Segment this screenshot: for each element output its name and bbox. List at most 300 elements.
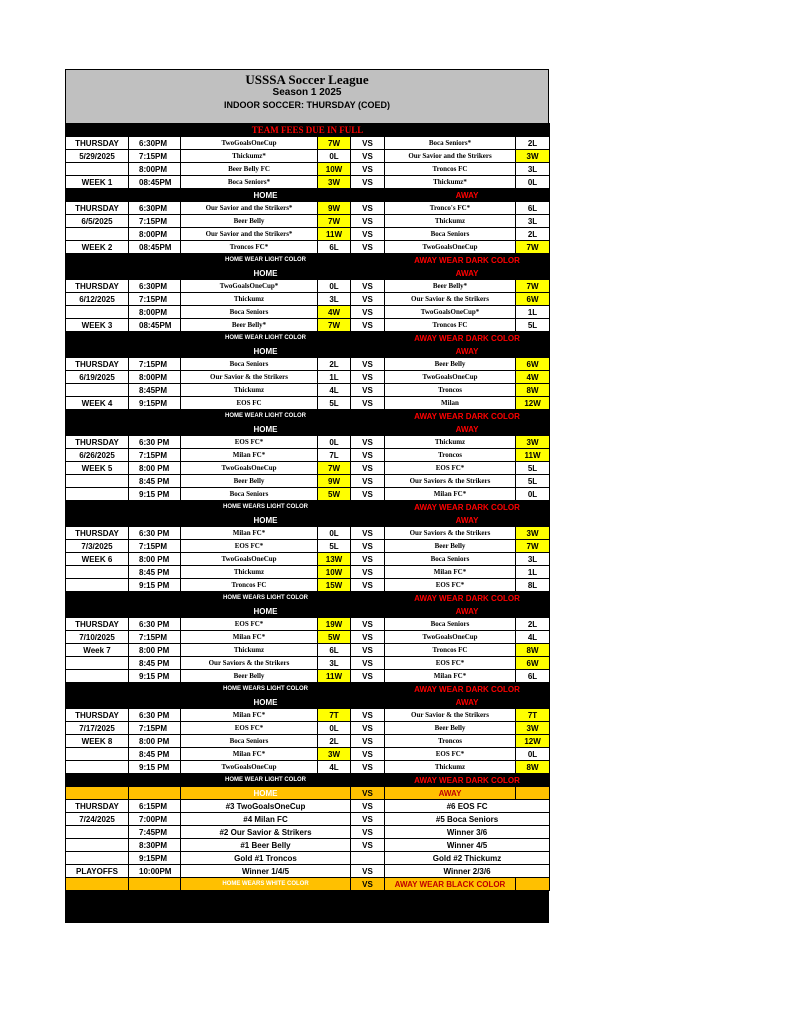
day-label: 5/29/2025 (66, 150, 129, 163)
home-score: 15W (318, 579, 351, 592)
home-color-rule: HOME WEARS LIGHT COLOR (181, 501, 351, 514)
home-away-row (66, 514, 550, 527)
game-row (66, 293, 550, 306)
playoff-row (66, 813, 550, 826)
away-team: EOS FC* (385, 579, 516, 592)
game-row (66, 371, 550, 384)
away-score: 11W (516, 449, 550, 462)
game-row (66, 618, 550, 631)
home-score: 0L (318, 150, 351, 163)
home-heading: HOME (181, 514, 351, 527)
home-score: 5W (318, 488, 351, 501)
away-team: #6 EOS FC (385, 800, 550, 813)
home-score: 13W (318, 553, 351, 566)
game-time: 8:00PM (129, 163, 181, 176)
away-team: Thickumz* (385, 176, 516, 189)
spacer-cell (351, 514, 385, 527)
home-color-rule: HOME WEAR LIGHT COLOR (181, 332, 351, 345)
game-time: 08:45PM (129, 241, 181, 254)
away-team: Milan FC* (385, 566, 516, 579)
game-row (66, 644, 550, 657)
home-team: Boca Seniors (181, 306, 318, 319)
home-team: Thickumz (181, 384, 318, 397)
game-row (66, 241, 550, 254)
away-team: EOS FC* (385, 462, 516, 475)
vs-label: VS (351, 384, 385, 397)
vs-label: VS (351, 436, 385, 449)
spacer-cell (351, 501, 385, 514)
vs-label: VS (351, 657, 385, 670)
day-label: THURSDAY (66, 436, 129, 449)
spacer-cell (66, 501, 181, 514)
vs-label: VS (351, 150, 385, 163)
day-label (66, 761, 129, 774)
home-score: 4L (318, 761, 351, 774)
away-score: 5L (516, 475, 550, 488)
spacer-cell (66, 345, 181, 358)
away-team: Beer Belly (385, 540, 516, 553)
away-score: 12W (516, 735, 550, 748)
game-row (66, 670, 550, 683)
day-label (66, 670, 129, 683)
game-row (66, 475, 550, 488)
color-rule-row (66, 683, 550, 696)
away-team: Beer Belly (385, 722, 516, 735)
away-team: Boca Seniors (385, 618, 516, 631)
vs-label: VS (351, 735, 385, 748)
spacer-cell (66, 189, 181, 202)
game-time: 8:45 PM (129, 748, 181, 761)
home-team: Thickumz (181, 293, 318, 306)
sheet-header (65, 69, 549, 123)
home-team: Milan FC* (181, 631, 318, 644)
away-score: 3L (516, 553, 550, 566)
game-time: 8:30PM (129, 839, 181, 852)
day-label: WEEK 1 (66, 176, 129, 189)
day-label: 6/26/2025 (66, 449, 129, 462)
home-team: Boca Seniors (181, 358, 318, 371)
game-time: 8:00 PM (129, 462, 181, 475)
vs-label: VS (351, 709, 385, 722)
vs-label: VS (351, 306, 385, 319)
home-heading: HOME (181, 423, 351, 436)
away-team: Beer Belly* (385, 280, 516, 293)
vs-label: VS (351, 176, 385, 189)
game-time: 8:00PM (129, 371, 181, 384)
home-team: Boca Seniors (181, 488, 318, 501)
home-score: 2L (318, 735, 351, 748)
away-score: 0L (516, 748, 550, 761)
home-team: Winner 1/4/5 (181, 865, 351, 878)
playoff-row (66, 839, 550, 852)
spacer-cell (66, 774, 181, 787)
home-heading: HOME (181, 605, 351, 618)
spacer-cell (66, 696, 181, 709)
game-time: 6:15PM (129, 800, 181, 813)
away-team: Troncos FC (385, 644, 516, 657)
home-score: 10W (318, 566, 351, 579)
game-row (66, 449, 550, 462)
day-label (66, 306, 129, 319)
home-color-rule: HOME WEAR LIGHT COLOR (181, 254, 351, 267)
away-score: 6W (516, 293, 550, 306)
away-heading: AWAY (385, 605, 550, 618)
vs-label: VS (351, 566, 385, 579)
vs-label: VS (351, 488, 385, 501)
playoff-row (66, 800, 550, 813)
game-time: 6:30PM (129, 280, 181, 293)
home-team: EOS FC (181, 397, 318, 410)
game-time: 6:30 PM (129, 436, 181, 449)
game-time: 8:45PM (129, 384, 181, 397)
home-team: Thickumz (181, 566, 318, 579)
vs-label: VS (351, 800, 385, 813)
home-team: Beer Belly (181, 475, 318, 488)
game-row (66, 202, 550, 215)
day-label: WEEK 2 (66, 241, 129, 254)
vs-label: VS (351, 644, 385, 657)
vs-label: VS (351, 839, 385, 852)
day-label: THURSDAY (66, 618, 129, 631)
away-score: 8W (516, 384, 550, 397)
game-row (66, 540, 550, 553)
away-team: Our Savior & the Strikers (385, 709, 516, 722)
spacer-cell (129, 878, 181, 891)
game-row (66, 358, 550, 371)
league-subtitle: INDOOR SOCCER: THURSDAY (COED) (223, 100, 390, 110)
fees-banner-row (66, 124, 550, 137)
home-score: 3L (318, 293, 351, 306)
schedule-sheet (65, 69, 549, 923)
spacer-cell (66, 878, 129, 891)
home-score: 11W (318, 670, 351, 683)
away-score: 7T (516, 709, 550, 722)
home-score: 7L (318, 449, 351, 462)
vs-label: VS (351, 462, 385, 475)
away-color-rule: AWAY WEAR DARK COLOR (385, 592, 550, 605)
home-score: 11W (318, 228, 351, 241)
away-score: 3L (516, 215, 550, 228)
day-label (66, 852, 129, 865)
spacer-cell (351, 332, 385, 345)
away-score: 2L (516, 618, 550, 631)
spacer-cell (129, 787, 181, 800)
game-row (66, 735, 550, 748)
game-time: 08:45PM (129, 319, 181, 332)
game-time: 9:15PM (129, 397, 181, 410)
away-team: Milan (385, 397, 516, 410)
away-heading: AWAY (385, 514, 550, 527)
home-team: Our Savior and the Strikers* (181, 202, 318, 215)
game-time: 8:00PM (129, 228, 181, 241)
game-time: 7:15PM (129, 293, 181, 306)
game-row (66, 579, 550, 592)
vs-label: VS (351, 137, 385, 150)
game-row (66, 137, 550, 150)
away-team: Winner 2/3/6 (385, 865, 550, 878)
season-label: Season 1 2025 (272, 87, 342, 98)
home-score: 0L (318, 436, 351, 449)
away-score: 8L (516, 579, 550, 592)
home-score: 4W (318, 306, 351, 319)
away-score: 3W (516, 527, 550, 540)
day-label: WEEK 5 (66, 462, 129, 475)
league-title: USSSA Soccer League (245, 72, 369, 87)
spacer-cell (66, 332, 181, 345)
away-team: TwoGoalsOneCup (385, 241, 516, 254)
vs-label: VS (351, 761, 385, 774)
game-row (66, 553, 550, 566)
color-rule-row (66, 410, 550, 423)
away-team: EOS FC* (385, 748, 516, 761)
away-heading: AWAY (385, 189, 550, 202)
vs-label: VS (351, 540, 385, 553)
away-team: Boca Seniors (385, 228, 516, 241)
away-score: 3W (516, 436, 550, 449)
game-row (66, 163, 550, 176)
home-team: Our Saviors & the Strikers (181, 657, 318, 670)
away-team: Thickumz (385, 436, 516, 449)
day-label (66, 488, 129, 501)
color-rule-row (66, 501, 550, 514)
away-score: 0L (516, 176, 550, 189)
day-label (66, 163, 129, 176)
home-team: TwoGoalsOneCup (181, 462, 318, 475)
game-row (66, 228, 550, 241)
vs-label: VS (351, 280, 385, 293)
away-team: Winner 4/5 (385, 839, 550, 852)
playoff-row (66, 865, 550, 878)
day-label: THURSDAY (66, 202, 129, 215)
game-row (66, 631, 550, 644)
away-heading: AWAY (385, 345, 550, 358)
game-time: 8:00PM (129, 306, 181, 319)
day-label: 6/5/2025 (66, 215, 129, 228)
away-team: EOS FC* (385, 657, 516, 670)
game-row (66, 436, 550, 449)
spacer-cell (66, 592, 181, 605)
vs-label: VS (351, 228, 385, 241)
home-score: 7W (318, 319, 351, 332)
day-label (66, 228, 129, 241)
away-score: 5L (516, 462, 550, 475)
day-label (66, 475, 129, 488)
home-score: 0L (318, 280, 351, 293)
vs-label: VS (351, 293, 385, 306)
game-time: 9:15 PM (129, 670, 181, 683)
game-time: 7:15PM (129, 215, 181, 228)
vs-label: VS (351, 787, 385, 800)
vs-label: VS (351, 527, 385, 540)
away-score: 3L (516, 163, 550, 176)
day-label: 7/3/2025 (66, 540, 129, 553)
color-rule-row (66, 592, 550, 605)
home-team: Boca Seniors* (181, 176, 318, 189)
home-team: Troncos FC (181, 579, 318, 592)
home-score: 4L (318, 384, 351, 397)
game-time: 9:15 PM (129, 761, 181, 774)
vs-label: VS (351, 319, 385, 332)
game-time: 7:00PM (129, 813, 181, 826)
game-time: 7:45PM (129, 826, 181, 839)
home-team: TwoGoalsOneCup (181, 553, 318, 566)
home-team: EOS FC* (181, 618, 318, 631)
vs-label: VS (351, 722, 385, 735)
away-score: 1L (516, 306, 550, 319)
vs-label: VS (351, 553, 385, 566)
home-score: 1L (318, 371, 351, 384)
spacer-cell (351, 605, 385, 618)
home-score: 9W (318, 475, 351, 488)
game-time: 08:45PM (129, 176, 181, 189)
spacer-cell (66, 787, 129, 800)
game-row (66, 488, 550, 501)
day-label: 7/17/2025 (66, 722, 129, 735)
spacer-cell (516, 878, 550, 891)
game-row (66, 280, 550, 293)
color-rule-row (66, 774, 550, 787)
spacer-cell (66, 410, 181, 423)
vs-label: VS (351, 449, 385, 462)
home-score: 6L (318, 241, 351, 254)
schedule-table (65, 123, 550, 891)
home-team: Troncos FC* (181, 241, 318, 254)
away-color-rule: AWAY WEAR DARK COLOR (385, 501, 550, 514)
game-time: 7:15PM (129, 449, 181, 462)
home-color-rule: HOME WEAR LIGHT COLOR (181, 774, 351, 787)
spacer-cell (66, 267, 181, 280)
away-team: Troncos (385, 735, 516, 748)
day-label: THURSDAY (66, 137, 129, 150)
vs-label: VS (351, 358, 385, 371)
home-score: 7W (318, 137, 351, 150)
away-team: Our Saviors & the Strikers (385, 475, 516, 488)
home-team: Our Savior and the Strikers* (181, 228, 318, 241)
away-team: TwoGoalsOneCup* (385, 306, 516, 319)
vs-label: VS (351, 631, 385, 644)
game-row (66, 722, 550, 735)
day-label (66, 566, 129, 579)
away-score: 6W (516, 358, 550, 371)
game-time: 9:15 PM (129, 488, 181, 501)
game-row (66, 462, 550, 475)
home-color-rule: HOME WEAR LIGHT COLOR (181, 410, 351, 423)
spacer-cell (66, 254, 181, 267)
home-team: EOS FC* (181, 540, 318, 553)
game-row (66, 748, 550, 761)
day-label: WEEK 4 (66, 397, 129, 410)
game-time: 7:15PM (129, 722, 181, 735)
home-color-rule: HOME WEARS WHITE COLOR (181, 878, 351, 891)
away-heading: AWAY (385, 696, 550, 709)
vs-label: VS (351, 865, 385, 878)
vs-label (351, 852, 385, 865)
day-label (66, 657, 129, 670)
vs-label: VS (351, 215, 385, 228)
home-team: #4 Milan FC (181, 813, 351, 826)
away-score: 0L (516, 488, 550, 501)
away-team: Troncos (385, 384, 516, 397)
game-time: 6:30PM (129, 137, 181, 150)
away-team: Thickumz (385, 215, 516, 228)
spacer-cell (351, 410, 385, 423)
spacer-cell (66, 605, 181, 618)
home-away-row (66, 345, 550, 358)
vs-label: VS (351, 475, 385, 488)
away-color-rule: AWAY WEAR BLACK COLOR (385, 878, 516, 891)
away-color-rule: AWAY WEAR DARK COLOR (385, 254, 550, 267)
away-team: Our Savior & the Strikers (385, 293, 516, 306)
away-team: Beer Belly (385, 358, 516, 371)
home-score: 2L (318, 358, 351, 371)
away-team: TwoGoalsOneCup (385, 631, 516, 644)
away-team: Thickumz (385, 761, 516, 774)
away-score: 7W (516, 280, 550, 293)
away-heading: AWAY (385, 423, 550, 436)
away-color-rule: AWAY WEAR DARK COLOR (385, 410, 550, 423)
game-time: 8:00 PM (129, 644, 181, 657)
home-away-row (66, 189, 550, 202)
away-team: Troncos FC (385, 319, 516, 332)
spacer-cell (351, 592, 385, 605)
game-time: 6:30 PM (129, 709, 181, 722)
home-score: 6L (318, 644, 351, 657)
away-score: 4W (516, 371, 550, 384)
away-score: 3W (516, 150, 550, 163)
home-score: 5L (318, 540, 351, 553)
vs-label: VS (351, 371, 385, 384)
game-time: 8:45 PM (129, 566, 181, 579)
game-row (66, 215, 550, 228)
away-score: 12W (516, 397, 550, 410)
vs-label: VS (351, 813, 385, 826)
home-score: 7W (318, 462, 351, 475)
day-label: THURSDAY (66, 800, 129, 813)
home-score: 5W (318, 631, 351, 644)
day-label: 6/12/2025 (66, 293, 129, 306)
game-time: 6:30 PM (129, 618, 181, 631)
vs-label: VS (351, 163, 385, 176)
home-away-row (66, 605, 550, 618)
home-score: 0L (318, 722, 351, 735)
spacer-cell (66, 683, 181, 696)
away-score: 6L (516, 670, 550, 683)
away-color-rule: AWAY WEAR DARK COLOR (385, 774, 550, 787)
game-row (66, 709, 550, 722)
game-row (66, 761, 550, 774)
away-team: Boca Seniors* (385, 137, 516, 150)
away-team: #5 Boca Seniors (385, 813, 550, 826)
game-row (66, 566, 550, 579)
away-heading: AWAY (385, 787, 516, 800)
day-label (66, 826, 129, 839)
home-color-rule: HOME WEARS LIGHT COLOR (181, 683, 351, 696)
game-time: 7:15PM (129, 358, 181, 371)
away-score: 2L (516, 228, 550, 241)
game-row (66, 319, 550, 332)
home-team: TwoGoalsOneCup (181, 761, 318, 774)
vs-label: VS (351, 241, 385, 254)
spacer-cell (351, 423, 385, 436)
away-score: 6L (516, 202, 550, 215)
home-team: Beer Belly (181, 215, 318, 228)
vs-label: VS (351, 670, 385, 683)
playoff-color-row (66, 878, 550, 891)
game-row (66, 176, 550, 189)
day-label (66, 579, 129, 592)
home-color-rule: HOME WEARS LIGHT COLOR (181, 592, 351, 605)
game-time: 8:00 PM (129, 735, 181, 748)
